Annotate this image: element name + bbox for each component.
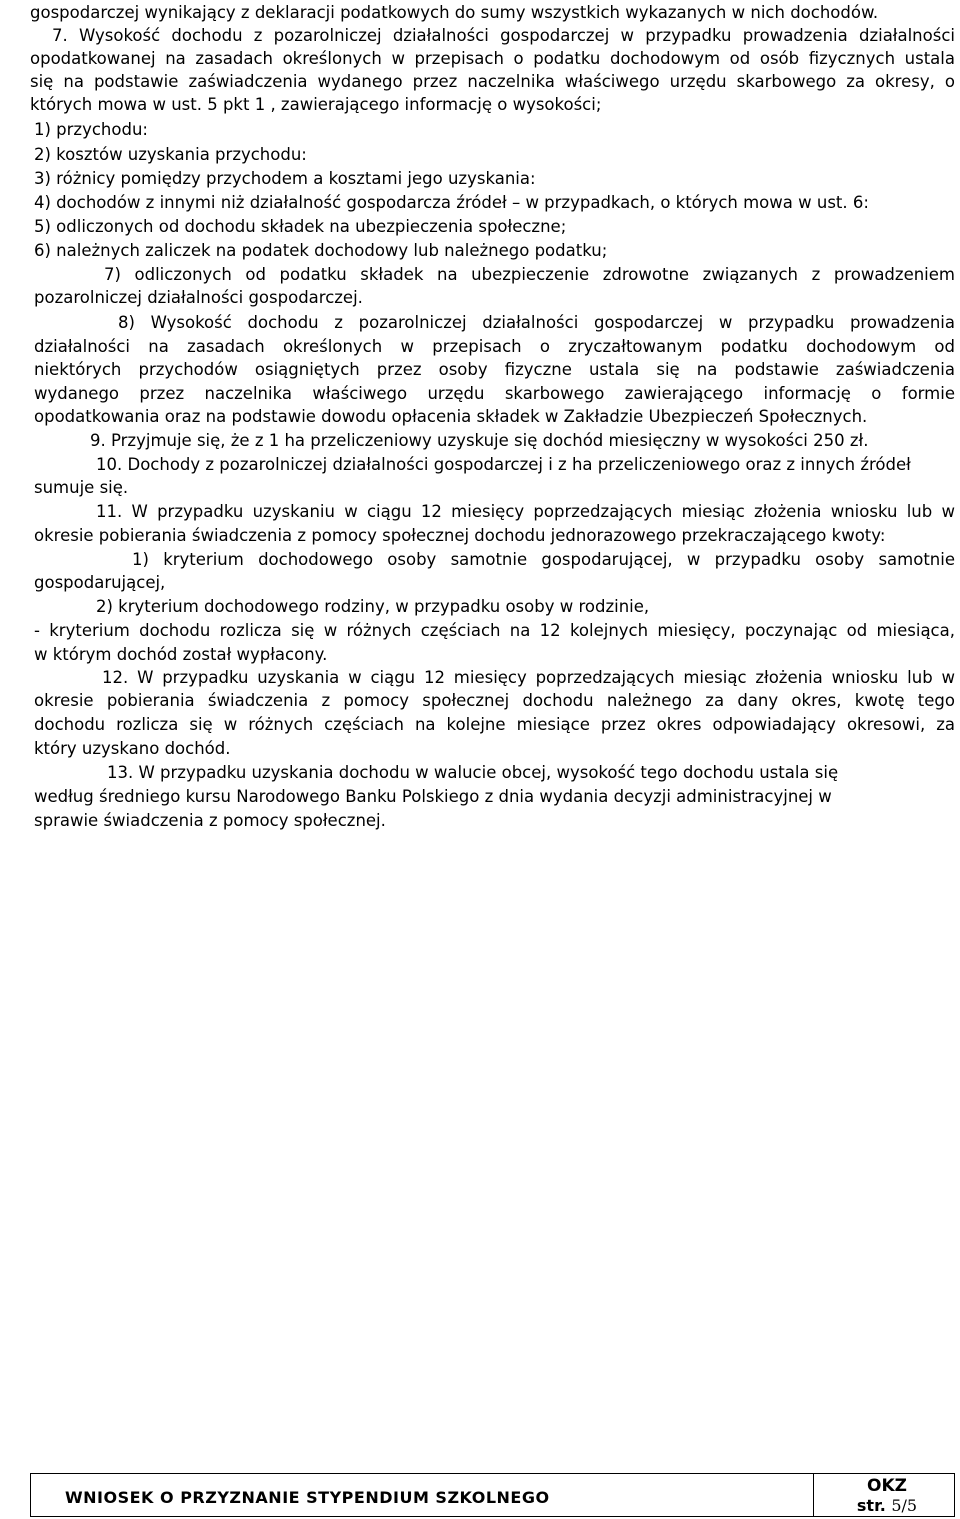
text-line: niektórych przychodów osiągniętych przez osoby fizyczne ustala się na podstawie zaświadczenia: [34, 360, 955, 379]
footer-divider: [813, 1474, 814, 1516]
text-line: działalności na zasadach określonych w przepisach o zryczałtowanym podatku dochodowym od: [34, 337, 955, 356]
page-indicator: [823, 1496, 951, 1515]
text-line: opodatkowanej na zasadach określonych w przepisach o podatku dochodowym od osób fizycznych ustala: [30, 49, 955, 68]
text-line: - kryterium dochodu rozlicza się w różnych częściach na 12 kolejnych miesięcy, poczynając od miesiąca,: [34, 621, 955, 640]
form-code: OKZ: [867, 1476, 907, 1496]
text-line: 9. Przyjmuje się, że z 1 ha przeliczeniowy uzyskuje się dochód miesięczny w wysokości 250 zł.: [90, 431, 869, 450]
list-item: 6) należnych zaliczek na podatek dochodowy lub należnego podatku;: [34, 241, 608, 260]
text-line: 13. W przypadku uzyskania dochodu w walucie obcej, wysokość tego dochodu ustala się: [107, 763, 839, 782]
text-line: 11. W przypadku uzyskaniu w ciągu 12 miesięcy poprzedzających miesiąc złożenia wniosku lub w: [96, 502, 955, 521]
list-item: 7) odliczonych od podatku składek na ubezpieczenie zdrowotne związanych z prowadzeniem: [104, 265, 955, 284]
text-line: opodatkowania oraz na podstawie dowodu opłacenia składek w Zakładzie Ubezpieczeń Społecznych.: [34, 407, 868, 426]
text-line: sprawie świadczenia z pomocy społecznej.: [34, 811, 386, 830]
page-footer: [30, 1473, 955, 1517]
text-line: 7. Wysokość dochodu z pozarolniczej działalności gospodarczej w przypadku prowadzenia działalności: [52, 26, 955, 45]
text-line: według średniego kursu Narodowego Banku Polskiego z dnia wydania decyzji administracyjnej w: [34, 787, 832, 806]
text-line: który uzyskano dochód.: [34, 739, 231, 758]
list-item: gospodarującej,: [34, 573, 166, 592]
form-title: WNIOSEK O PRZYZNANIE STYPENDIUM SZKOLNEGO: [65, 1488, 550, 1507]
text-line: których mowa w ust. 5 pkt 1 , zawierającego informację o wysokości;: [30, 95, 602, 114]
text-line: pozarolniczej działalności gospodarczej.: [34, 288, 363, 307]
text-line: sumuje się.: [34, 478, 129, 497]
text-line: 12. W przypadku uzyskania w ciągu 12 miesięcy poprzedzających miesiąc złożenia wniosku lub w: [102, 668, 955, 687]
text-line: okresie pobierania świadczenia z pomocy społecznej dochodu jednorazowego przekraczającego kwoty:: [34, 526, 886, 545]
text-line: 8) Wysokość dochodu z pozarolniczej działalności gospodarczej w przypadku prowadzenia: [118, 313, 955, 332]
text-line: 10. Dochody z pozarolniczej działalności gospodarczej i z ha przeliczeniowego oraz z innych źródeł: [96, 455, 911, 474]
text-line: w którym dochód został wypłacony.: [34, 645, 328, 664]
list-item: 2) kryterium dochodowego rodziny, w przypadku osoby w rodzinie,: [96, 597, 650, 616]
text-line: wydanego przez naczelnika właściwego urzędu skarbowego zawierającego informację o formie: [34, 384, 955, 403]
text-line: się na podstawie zaświadczenia wydanego przez naczelnika właściwego urzędu skarbowego za okresy, o: [30, 72, 955, 91]
text-line: dochodu rozlicza się w różnych częściach na kolejne miesiące przez okres odpowiadający okresowi, za: [34, 715, 955, 734]
list-item: 1) przychodu:: [34, 120, 148, 139]
text-line: okresie pobierania świadczenia z pomocy społecznej dochodu należnego za dany okres, kwotę tego: [34, 691, 955, 710]
page-number: 5/5: [891, 1496, 918, 1515]
text-line: gospodarczej wynikający z deklaracji podatkowych do sumy wszystkich wykazanych w nich dochodów.: [30, 3, 879, 22]
page-prefix: str.: [856, 1496, 886, 1515]
list-item: 3) różnicy pomiędzy przychodem a kosztami jego uzyskania:: [34, 169, 536, 188]
list-item: 2) kosztów uzyskania przychodu:: [34, 145, 307, 164]
list-item: 1) kryterium dochodowego osoby samotnie gospodarującej, w przypadku osoby samotnie: [132, 550, 955, 569]
list-item: 5) odliczonych od dochodu składek na ubezpieczenia społeczne;: [34, 217, 567, 236]
list-item: 4) dochodów z innymi niż działalność gospodarcza źródeł – w przypadkach, o których mowa w ust. 6:: [34, 193, 869, 212]
